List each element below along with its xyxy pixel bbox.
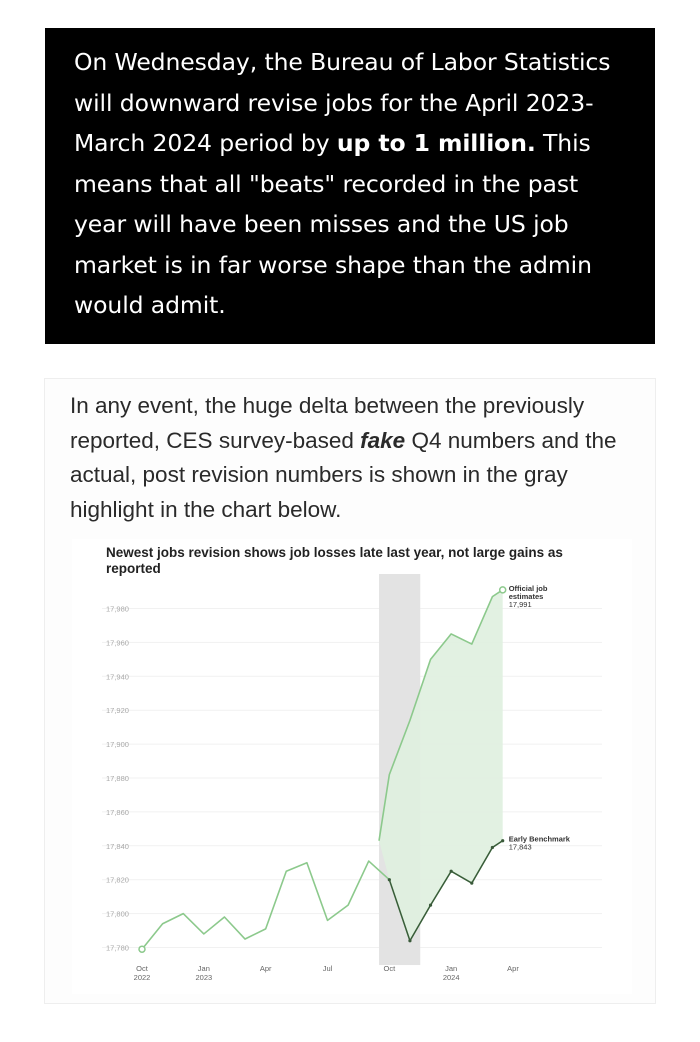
x-tick-label: Jan — [445, 964, 458, 973]
article-text: In any event, the huge delta between the previously reported, CES survey-based — [70, 393, 585, 453]
jobs-chart — [72, 539, 632, 994]
benchmark-data-point — [450, 870, 453, 873]
benchmark-data-point — [429, 904, 432, 907]
benchmark-data-point — [501, 839, 504, 842]
benchmark-data-point — [491, 846, 494, 849]
y-tick-label: 17,940 — [106, 672, 129, 682]
x-tick-label: Apr — [507, 964, 519, 973]
series-annotation: estimates — [508, 591, 544, 601]
tweet-text-continued: This means that all "beats" recorded in the past year will have been misses and the US job market is in far worse shape than the admin would admit. — [74, 129, 592, 319]
x-tick-label: Oct — [383, 964, 396, 973]
y-tick-label: 17,980 — [106, 604, 129, 614]
tweet-text-block — [45, 28, 655, 344]
series-annotation: Early Benchmark — [508, 834, 570, 844]
article-paragraph — [70, 389, 645, 527]
x-tick-label: Jan — [197, 964, 210, 973]
official-end-point — [500, 587, 506, 593]
y-tick-label: 17,780 — [106, 943, 129, 953]
tweet-text: On Wednesday, the Bureau of Labor Statistics will downward revise jobs for the April 2023-March 2024 period by — [74, 48, 611, 157]
y-tick-label: 17,840 — [106, 841, 129, 851]
series-annotation: 17,991 — [508, 599, 532, 609]
tweet-bold-text: up to 1 million. — [336, 129, 536, 157]
y-tick-label: 17,880 — [106, 774, 129, 783]
y-tick-label: 17,960 — [106, 638, 129, 648]
y-tick-label: 17,900 — [106, 740, 129, 750]
y-tick-label: 17,920 — [106, 706, 129, 716]
y-tick-label: 17,800 — [106, 909, 129, 919]
y-tick-label: 17,820 — [106, 875, 129, 885]
chart-plot — [72, 539, 632, 994]
benchmark-start-point — [139, 946, 145, 952]
benchmark-data-point — [388, 878, 391, 881]
article-screenshot — [44, 378, 656, 1004]
chart-title: Newest jobs revision shows job losses late last year, not large gains as reported — [106, 545, 563, 576]
x-tick-label: Jul — [322, 964, 333, 973]
x-tick-label: Oct — [136, 964, 148, 973]
series-annotation: Official job — [508, 583, 548, 593]
benchmark-data-point — [408, 939, 411, 942]
x-tick-year: 2022 — [133, 973, 151, 982]
series-annotation: 17,843 — [508, 842, 532, 852]
x-tick-year: 2024 — [442, 973, 460, 982]
benchmark-data-point — [470, 881, 473, 884]
article-text-continued: Q4 numbers and the actual, post revision numbers is shown in the gray highlight in the chart below. — [70, 427, 617, 522]
x-tick-year: 2023 — [195, 973, 213, 982]
article-emphasis: fake — [360, 427, 406, 453]
y-tick-label: 17,860 — [106, 807, 129, 817]
x-tick-label: Apr — [259, 964, 272, 973]
